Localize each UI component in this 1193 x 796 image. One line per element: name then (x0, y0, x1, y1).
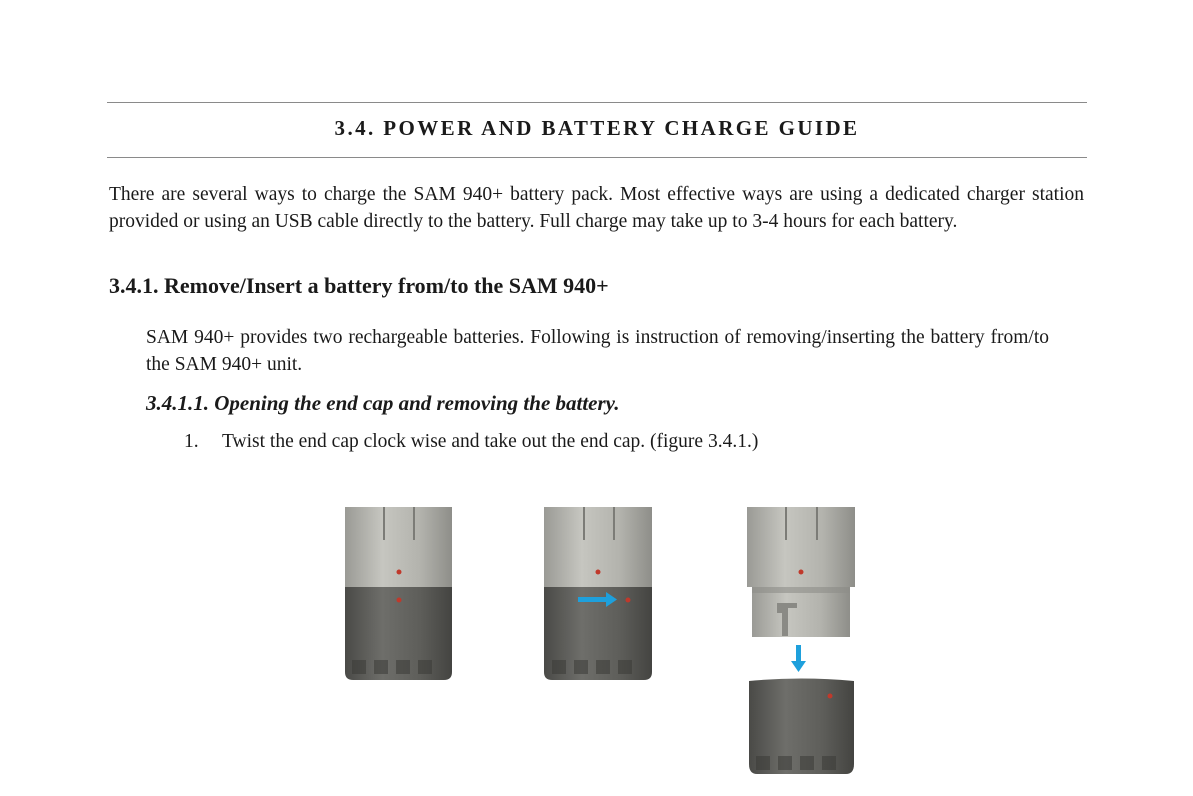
intro-paragraph: There are several ways to charge the SAM 940+ battery pack. Most effective ways are using a dedicated charger station provided or using an USB cable directly to the battery. Full charge may take up to 3-4 hours for each battery. (109, 184, 1084, 232)
section-title: 3.4. POWER AND BATTERY CHARGE GUIDE (334, 116, 860, 140)
step-text: Twist the end cap clock wise and take out the end cap. (figure 3.4.1.) (222, 431, 759, 452)
battery-end-cap-figure (330, 500, 870, 790)
header-top-rule (107, 102, 1087, 103)
battery-unit-open (747, 507, 855, 774)
arrow-down-icon (791, 645, 806, 672)
subsubsection-heading: 3.4.1.1. Opening the end cap and removing the battery. (146, 391, 620, 415)
battery-unit-twist (544, 507, 652, 680)
subsection-heading: 3.4.1. Remove/Insert a battery from/to the SAM 940+ (109, 273, 609, 298)
step-number: 1. (184, 431, 199, 452)
subsection-paragraph: SAM 940+ provides two rechargeable batteries. Following is instruction of removing/inserting the battery from/to the SAM 940+ unit. (146, 327, 1049, 375)
header-bottom-rule (107, 157, 1087, 158)
battery-unit-closed (345, 507, 452, 680)
